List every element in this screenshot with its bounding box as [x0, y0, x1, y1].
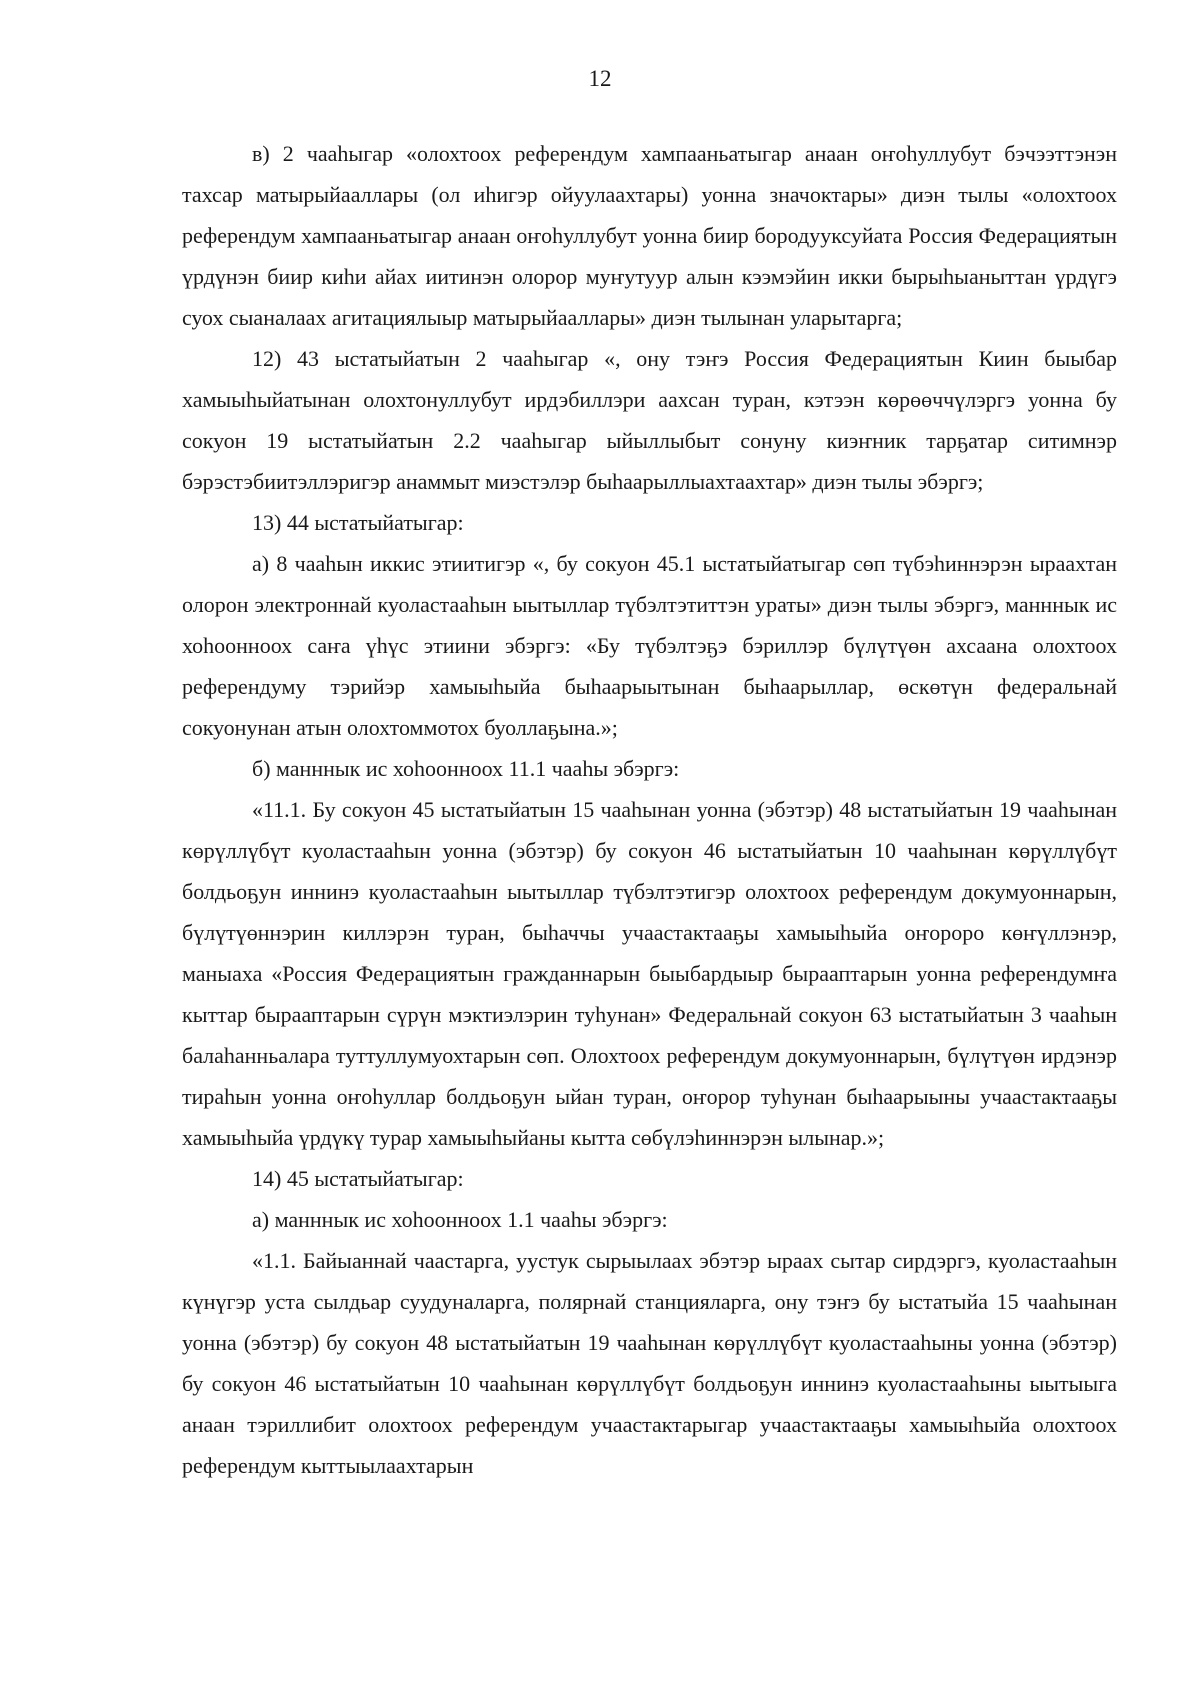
paragraph-part-1-1: «1.1. Байыаннай чаастарга, уустук сырыылаах эбэтэр ыраах сытар сирдэргэ, куоластааһын күнүгэр уста сылдьар суудуналарга, полярнай станцияларга, ону тэҥэ бу ыстатыйа 15 чааһынан уонна (эбэтэр) бу сокуон 48 ыстатыйатын 19 чааһынан көрүллүбүт куоластааһыны уонна (эбэтэр) бу сокуон 46 ыстатыйатын 10 чааһынан көрүллүбүт болдьоҕун иннинэ куоластааһыны ыытыыга анаан тэриллибит олохтоох референдум учаастактарыгар учаастактааҕы хамыыһыйа олохтоох референдум кыттыылаахтарын	[182, 1248, 1117, 1478]
paragraph-amendment-v-part-2: в) 2 чааһыгар «олохтоох референдум хампааньатыгар анаан оҥоһуллубут бэчээттэнэн тахсар матырыйааллары (ол иһигэр ойуулаахтары) уонна значоктары» диэн тылы «олохтоох референдум хампааньатыгар анаан оҥоһуллубут уонна биир бородууксуйата Россия Федерациятын үрдүнэн биир киһи айах иитинэн олорор муҥутуур алын кээмэйин икки бырыһыаныттан үрдүгэ суох сыаналаах агитациялыыр матырыйааллары» диэн тылынан уларытарга;	[182, 141, 1117, 330]
paragraph-item-14-a: а) манннык ис хоһоонноох 1.1 чааһы эбэргэ:	[252, 1207, 668, 1232]
paragraph-part-11-1: «11.1. Бу сокуон 45 ыстатыйатын 15 чааһынан уонна (эбэтэр) 48 ыстатыйатын 19 чааһынан көрүллүбүт куоластааһын уонна (эбэтэр) бу сокуон 46 ыстатыйатын 10 чааһынан көрүллүбүт болдьоҕун иннинэ куоластааһын ыытыллар түбэлтэтигэр олохтоох референдум докумуоннарын, бүлүтүөннэрин киллэрэн туран, быһаччы учаастактааҕы хамыыһыйа оҥороро көҥүллэнэр, маныаха «Россия Федерациятын гражданнарын быыбардыыр бырааптарын уонна референдумҥа кыттар бырааптарын сүрүн мэктиэлэрин туһунан» Федеральнай сокуон 63 ыстатыйатын 3 чааһын балаһанньалара туттуллумуохтарын сөп. Олохтоох референдум докумуоннарын, бүлүтүөн ирдэнэр тираһын уонна оҥоһуллар болдьоҕун ыйан туран, оҥорор туһунан быһаарыыны учаастактааҕы хамыыһыйа үрдүкү турар хамыыһыйаны кытта сөбүлэһиннэрэн ылынар.»;	[182, 797, 1117, 1150]
page-number: 12	[588, 66, 612, 91]
paragraph-item-12: 12) 43 ыстатыйатын 2 чааһыгар «, ону тэҥэ Россия Федерациятын Киин быыбар хамыыһыйатынан олохтонуллубут ирдэбиллэри аахсан туран, кэтээн көрөөччүлэргэ уонна бу сокуон 19 ыстатыйатын 2.2 чааһыгар ыйыллыбыт сонуну киэҥник тарҕатар ситимнэр бэрэстэбиитэллэригэр анаммыт миэстэлэр быһаарыллыахтаахтар» диэн тылы эбэргэ;	[182, 346, 1117, 494]
paragraph-item-14: 14) 45 ыстатыйатыгар:	[252, 1166, 464, 1191]
paragraph-item-13-b: б) манннык ис хоһоонноох 11.1 чааһы эбэргэ:	[252, 756, 680, 781]
document-body	[182, 133, 1117, 1486]
paragraph-item-13-a: а) 8 чааһын иккис этиитигэр «, бу сокуон 45.1 ыстатыйатыгар сөп түбэһиннэрэн ыраахтан олорон электроннай куоластааһын ыытыллар түбэлтэтиттэн ураты» диэн тылы эбэргэ, манннык ис хоһоонноох саҥа үһүс этиини эбэргэ: «Бу түбэлтэҕэ бэриллэр бүлүтүөн ахсаана олохтоох референдуму тэрийэр хамыыһыйа быһаарыытынан быһаарыллар, өскөтүн федеральнай сокуонунан атын олохтоммотох буоллаҕына.»;	[182, 551, 1117, 740]
paragraph-item-13: 13) 44 ыстатыйатыгар:	[252, 510, 464, 535]
